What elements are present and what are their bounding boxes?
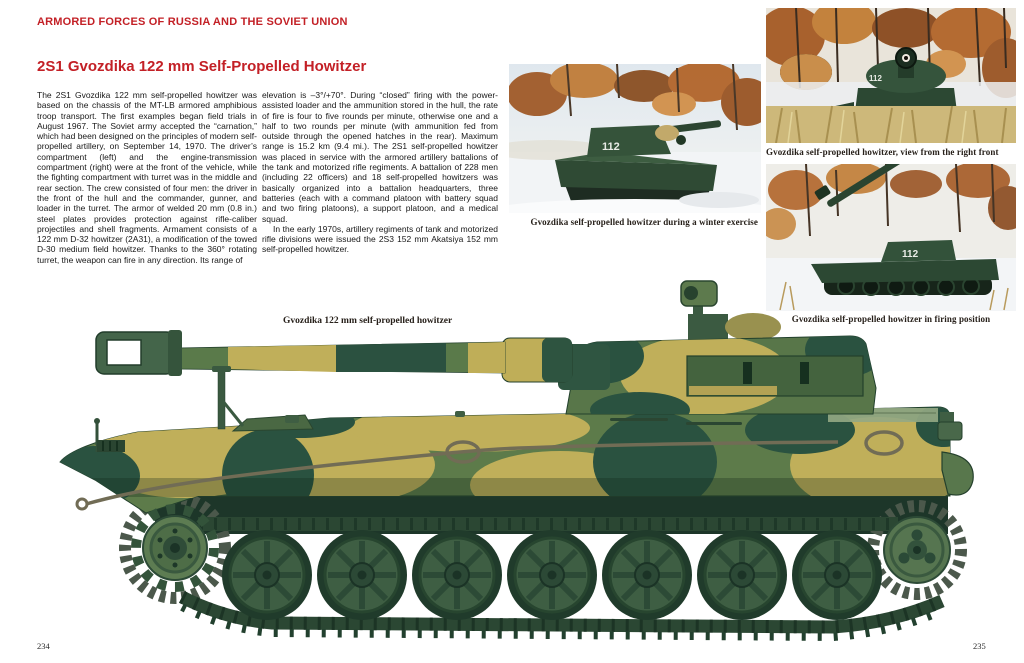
photo-caption-winter-exercise: Gvozdika self-propelled howitzer during a winter exercise	[530, 217, 758, 227]
page-title: 2S1 Gvozdika 122 mm Self-Propelled Howitzer	[37, 58, 367, 75]
illustration-caption: Gvozdika 122 mm self-propelled howitzer	[283, 316, 453, 326]
page-number-left: 234	[37, 641, 50, 651]
gvozdika-profile-illustration	[0, 280, 1024, 663]
photo-caption-right-front: Gvozdika self-propelled howitzer, view from the right front	[766, 147, 999, 157]
article-column-2	[262, 90, 498, 255]
photo-right-front	[766, 8, 1016, 143]
page-number-right: 235	[973, 641, 986, 651]
photo-right-front-image	[766, 8, 1016, 143]
gun-barrel	[96, 330, 572, 429]
turret-number: 112	[602, 141, 620, 153]
travel-lock	[218, 369, 225, 429]
book-header: ARMORED FORCES OF RUSSIA AND THE SOVIET UNION	[37, 16, 348, 28]
photo-caption-firing-position: Gvozdika self-propelled howitzer in firing position	[791, 314, 991, 324]
idler-wheel	[884, 517, 950, 583]
article-column-1	[37, 90, 257, 265]
rear-mudflap	[942, 452, 973, 495]
photo-winter-exercise	[509, 64, 761, 213]
turret	[556, 281, 885, 428]
turret-number: 112	[902, 249, 919, 260]
article-paragraph: In the early 1970s, artillery regiments of tank and motorized rifle divisions were issued the 2S3 152 mm Akatsiya 152 mm self-propelled howitzer.	[262, 223, 498, 255]
cupola-dome	[725, 313, 781, 341]
drive-sprocket	[136, 509, 214, 587]
photo-winter-exercise-image	[509, 64, 761, 213]
article-paragraph: The 2S1 Gvozdika 122 mm self-propelled howitzer was based on the chassis of the MT-LB armored amphibious troop transport. The first examples began field trials in August 1967. The Soviet army accepted the “carnation,” which had been designed on the principles of modern self-propelled artillery, on September 14, 1970. The driver’s compartment (left) and the engine-transmission compartment (right) were at the front of the vehicle, while the fighting compartment with turret was in the middle and rear section. The crew consisted of four men: the driver in the front of the hull and the commander, gunner, and loader in the turret. The armor of welded 20 mm (0.8 in.) steel plates provides protection against rifle-caliber projectiles and shell fragments. Armament consists of a 122 mm D-32 howitzer (2A31), a modification of the towed D-30 medium field howitzer. Thanks to the 360° rotating turret, the weapon can fire in any direction. Its range of	[37, 90, 257, 265]
gvozdika-profile-svg	[0, 280, 1024, 663]
turret-number: 112	[869, 74, 882, 83]
article-paragraph: elevation is –3°/+70°. During “closed” firing with the power-assisted loader and the ammunition stored in the hull, the rate of fire is four to five rounds per minute, otherwise one and a half to two rounds per minute (with ammunition fed from outside through the opened hatches in the rear). Maximum range is 15.2 km (9.4 mi.). The 2S1 self-propelled howitzer was placed in service with the armored artillery battalions of the tank and motorized rifle regiments. A battalion of 228 men (including 22 officers) and 18 self-propelled howitzers was basically organized into a battalion headquarters, three batteries (each with a command platoon with battery squad and two firing platoons), a support platoon, and a medical squad.	[262, 90, 498, 224]
